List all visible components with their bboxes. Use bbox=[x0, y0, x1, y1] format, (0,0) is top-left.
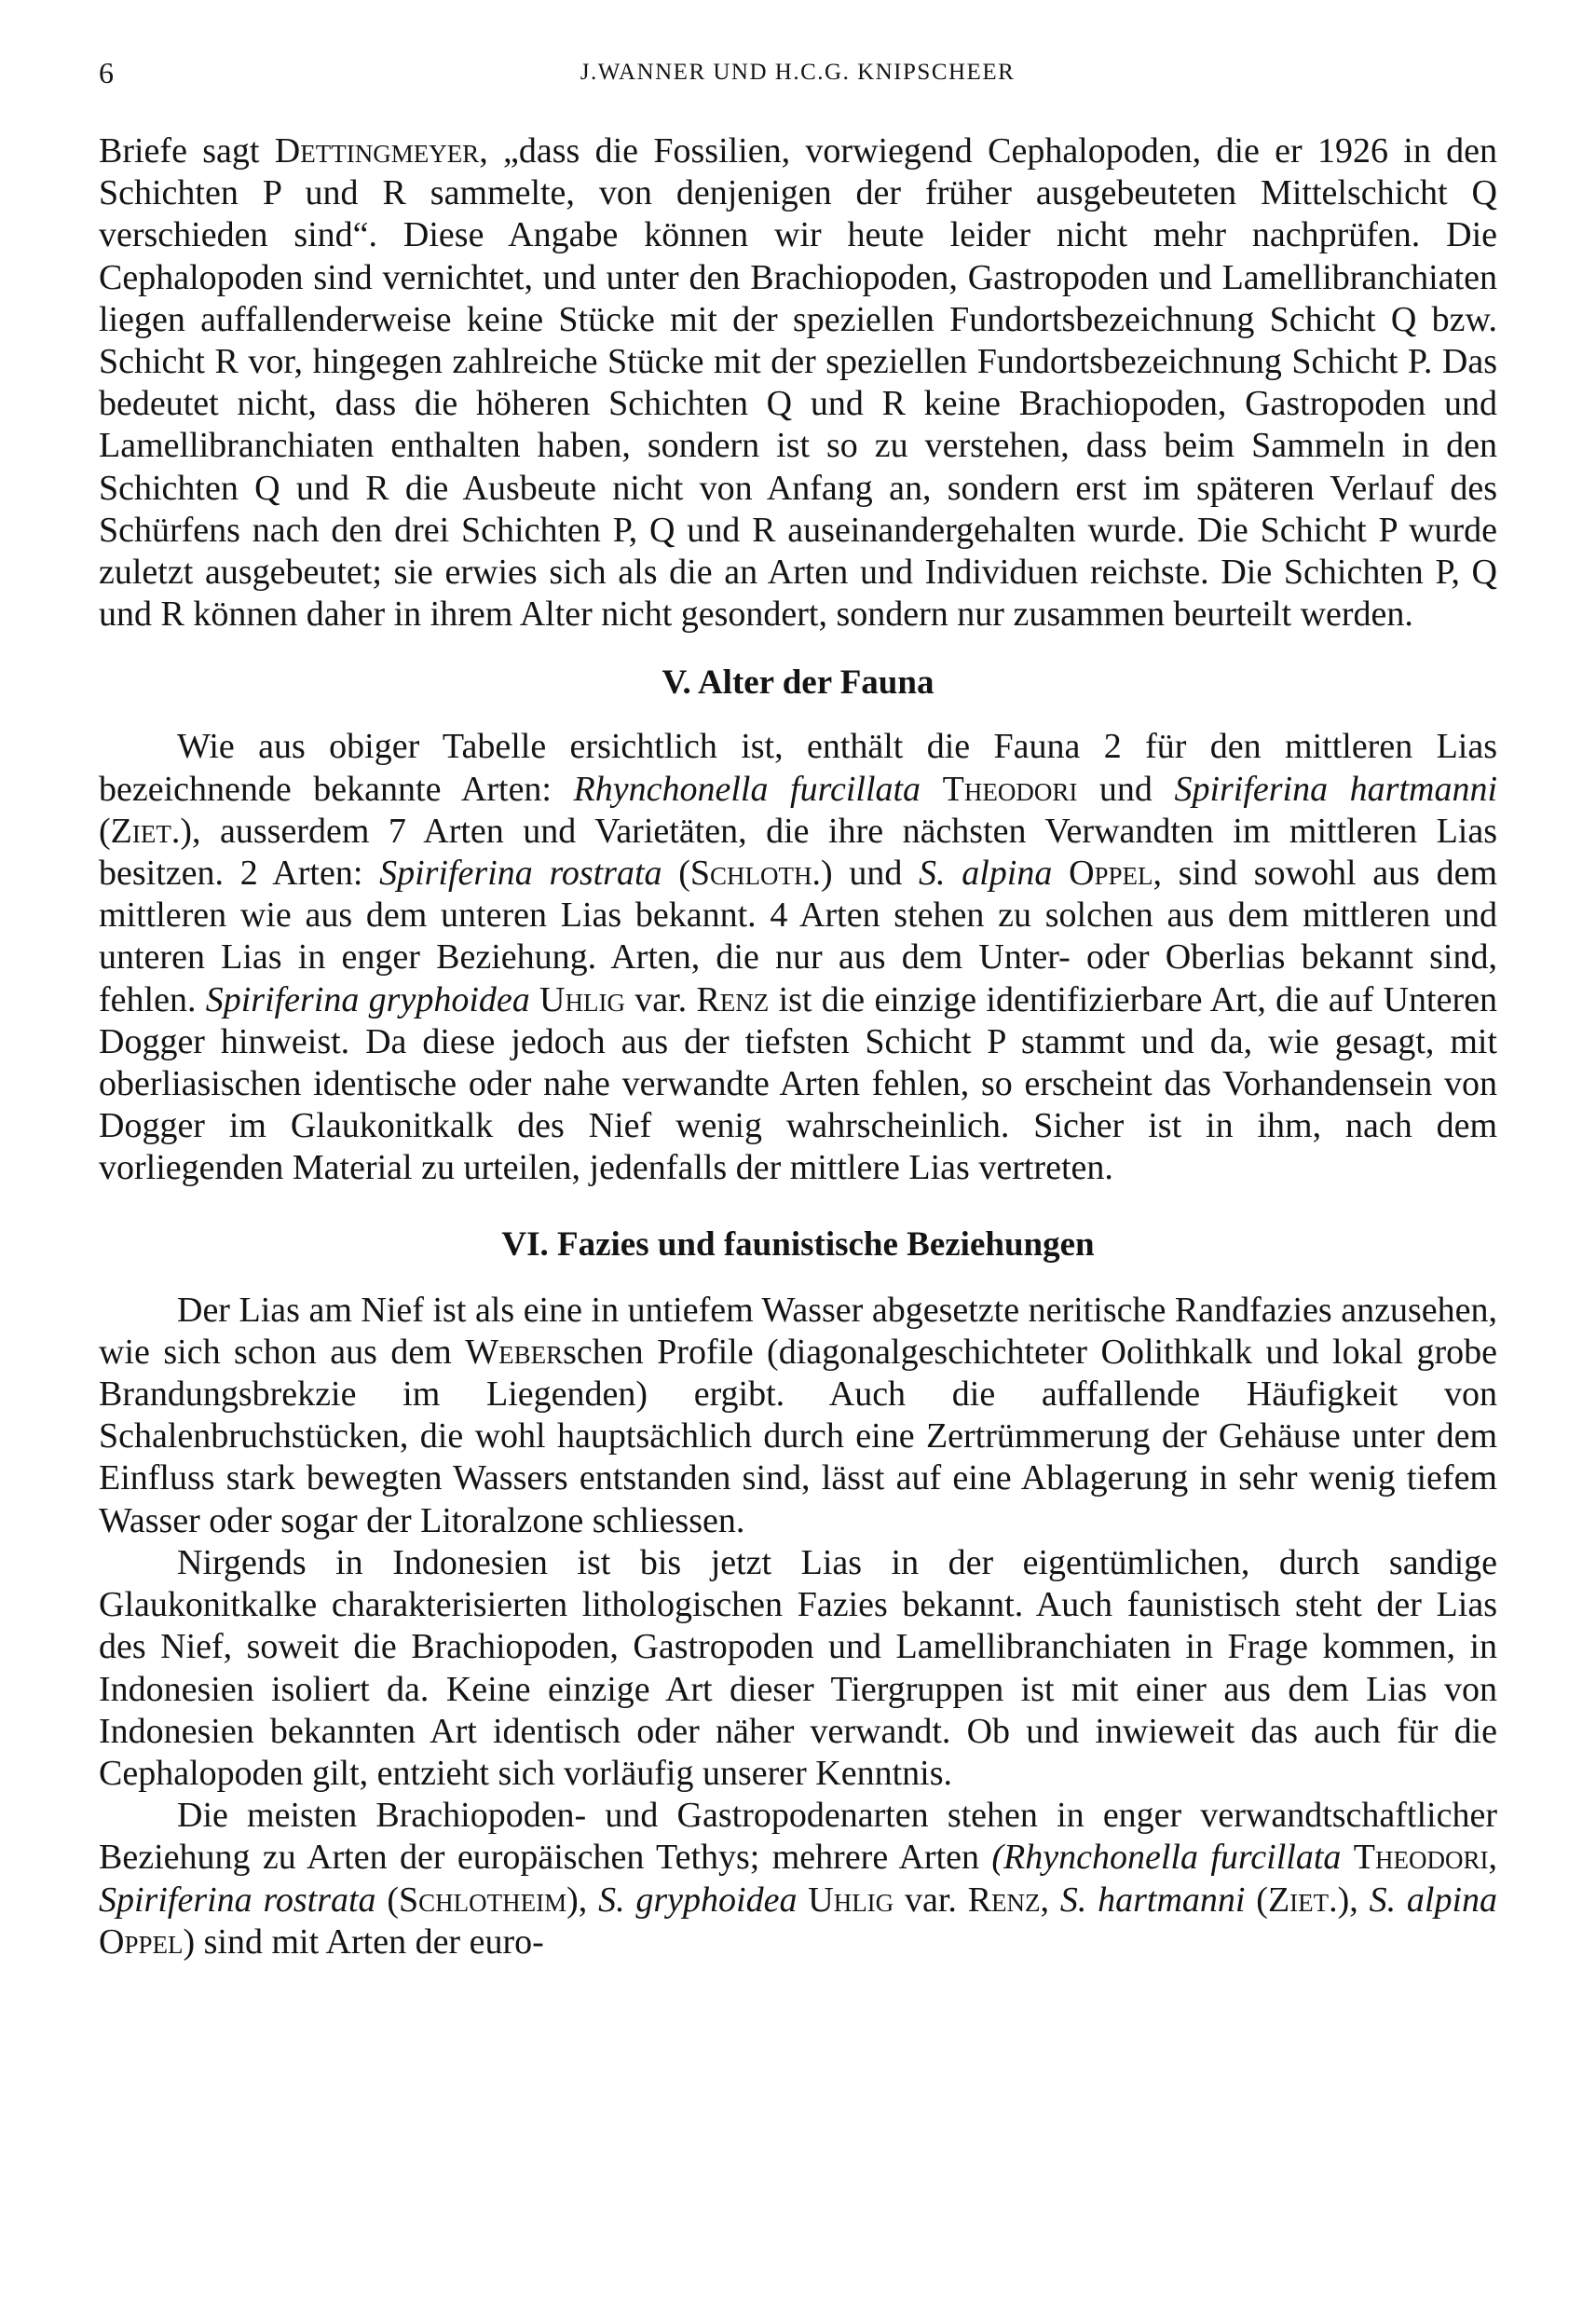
text-run: ( bbox=[1245, 1880, 1268, 1920]
author-name: Renz bbox=[967, 1880, 1041, 1920]
species-name: S. alpina bbox=[1369, 1880, 1498, 1920]
species-name: S. hartmanni bbox=[1059, 1880, 1246, 1920]
text-run: , bbox=[1040, 1880, 1060, 1920]
text-run: ( bbox=[662, 854, 690, 894]
text-run bbox=[1052, 854, 1069, 893]
text-run: ist die einzige identifizierbare Art, die auf Unteren Dogger hinweist. Da diese jedoch aus der tiefsten Schicht P stammt und da, wie gesagt, mit oberliasischen identische oder nahe verwandte Arten fehlen, so erscheint das Vorhandensein von Dogger im Glaukonitkalk des Nief wenig wahrscheinlich. Sicher ist in ihm, nach dem vorliegenden Material zu urteilen, jedenfalls der mittlere Lias vertreten. bbox=[99, 979, 1497, 1188]
section-vi-paragraph-3 bbox=[99, 1795, 1497, 1963]
text-column bbox=[99, 130, 1497, 1963]
section-vi-paragraph-1 bbox=[99, 1290, 1497, 1542]
text-run: ), bbox=[1337, 1880, 1370, 1920]
section-heading-v: V. Alter der Fauna bbox=[662, 663, 934, 703]
text-run bbox=[1341, 1838, 1353, 1877]
species-name: S. alpina bbox=[919, 854, 1053, 894]
author-name: Theodori bbox=[1353, 1838, 1489, 1878]
text-run: Der Lias am Nief ist als eine in untiefem Wasser abgesetzte neritische Randfazies anzusehen, wie sich schon aus dem bbox=[99, 1290, 1497, 1372]
species-name: Spiriferina rostrata bbox=[99, 1880, 376, 1920]
text-run: schen Profile (diagonalgeschichteter Oolithkalk und lokal grobe Brandungsbrekzie im Liegenden) ergibt. Auch die auffallende Häufigkeit von Schalenbruchstücken, die wohl hauptsächlich durch eine Zertrümmerung der Gehäuse unter dem Einfluss stark bewegten Wassers entstanden sind, lässt auf eine Ablagerung in sehr wenig tiefem Wasser oder sogar der Litoralzone schliessen. bbox=[99, 1332, 1498, 1540]
text-run: ( bbox=[99, 811, 111, 851]
author-name: Ziet. bbox=[110, 811, 181, 851]
text-run bbox=[921, 770, 943, 809]
author-name: Theodori bbox=[942, 769, 1078, 809]
section-heading-vi: VI. Fazies und faunistische Beziehungen bbox=[501, 1224, 1095, 1264]
text-run: Wie aus obiger Tabelle ersichtlich ist, enthält die Fauna 2 für den mittleren Lias bezeichnende bekannte Arten: bbox=[99, 727, 1497, 809]
text-run bbox=[530, 980, 539, 1019]
text-run: , sind sowohl aus dem mittleren wie aus dem unteren Lias bekannt. 4 Arten stehen zu solchen aus dem mittleren und unteren Lias in enger Beziehung. Arten, die nur aus dem Unter- oder Oberlias bekannt sind, fehlen. bbox=[99, 854, 1498, 1019]
text-run: , „dass die Fossilien, vorwiegend Cephalopoden, die er 1926 in den Schichten P und R sammelte, von denjenigen der früher ausgebeuteten Mittelschicht Q verschieden sind“. Diese Angabe können wir heute leider nicht mehr nachprüfen. Die Cephalopoden sind vernichtet, und unter den Brachiopoden, Gastropoden und Lamellibranchiaten liegen auffallenderweise keine Stücke mit der speziellen Fundortsbezeichnung Schicht Q bzw. Schicht R vor, hingegen zahlreiche Stücke mit der speziellen Fundortsbezeichnung Schicht P. Das bedeutet nicht, dass die höheren Schichten Q und R keine Brachiopoden, Gastropoden und Lamellibranchiaten enthalten haben, sondern ist so zu verstehen, dass beim Sammeln in den Schichten Q und R die Ausbeute nicht von Anfang an, sondern erst im späteren Verlauf des Schürfens nach den drei Schichten P, Q und R auseinandergehalten wurde. Die Schicht P wurde zuletzt ausgebeutet; sie erwies sich als die an Arten und Individuen reichste. Die Schichten P, Q und R können daher in ihrem Alter nicht gesondert, sondern nur zusammen beurteilt werden. bbox=[99, 131, 1498, 635]
intro-paragraph bbox=[99, 130, 1497, 636]
text-run: ( bbox=[375, 1880, 399, 1920]
author-name: Schloth. bbox=[689, 854, 821, 894]
species-name: S. gryphoidea bbox=[598, 1880, 798, 1920]
author-name: Renz bbox=[696, 979, 770, 1019]
text-run: var. bbox=[893, 1880, 968, 1920]
species-name: Spiriferina rostrata bbox=[379, 854, 662, 894]
author-name: Oppel bbox=[1069, 854, 1153, 894]
species-name: Rhynchonella furcillata bbox=[573, 769, 921, 809]
text-run: ), ausserdem 7 Arten und Varietäten, die ihre nächsten Verwandten im mittleren Lias besitzen. 2 Arten: bbox=[99, 811, 1497, 894]
section-v-paragraph bbox=[99, 726, 1497, 1189]
text-run: , bbox=[1488, 1838, 1497, 1878]
author-name: Oppel bbox=[99, 1921, 184, 1962]
running-head bbox=[99, 54, 1496, 91]
species-name: Spiriferina gryphoidea bbox=[205, 979, 530, 1019]
author-name: Schlotheim bbox=[399, 1880, 567, 1920]
text-run: ) und bbox=[821, 854, 920, 894]
section-vi-paragraph-2: Nirgends in Indonesien ist bis jetzt Lias in der eigentümlichen, durch sandige Glaukonitkalke charakterisierten lithologischen Fazies bekannt. Auch faunistisch steht der Lias des Nief, soweit die Brachiopoden, Gastropoden und Lamellibranchiaten in Frage kommen, in Indonesien isoliert da. Keine einzige Art dieser Tiergruppen ist mit einer aus dem Lias von Indonesien bekannten Art identisch oder näher verwandt. Ob und inwieweit das auch für die Cephalopoden gilt, entzieht sich vorläufig unserer Kenntnis. bbox=[99, 1542, 1497, 1793]
text-run: Die meisten Brachiopoden- und Gastropodenarten stehen in enger verwandtschaftlicher Beziehung zu Arten der europäischen Tethys; mehrere Arten bbox=[99, 1796, 1497, 1878]
author-name: Dettingmeyer bbox=[274, 131, 480, 171]
text-run: und bbox=[1077, 769, 1175, 809]
text-run: ) sind mit Arten der euro- bbox=[183, 1921, 544, 1962]
author-name: Uhlig bbox=[808, 1880, 894, 1920]
text-run bbox=[797, 1880, 808, 1920]
text-run: var. bbox=[624, 979, 697, 1019]
species-name: Spiriferina hartmanni bbox=[1174, 769, 1498, 809]
author-name: Uhlig bbox=[539, 979, 625, 1019]
text-run: ), bbox=[566, 1880, 599, 1920]
page-number: 6 bbox=[99, 56, 114, 89]
species-name: (Rhynchonella furcillata bbox=[991, 1838, 1342, 1878]
text-run: Briefe sagt bbox=[99, 131, 275, 171]
author-name: Ziet. bbox=[1267, 1880, 1338, 1920]
running-title: J.WANNER UND H.C.G. KNIPSCHEER bbox=[580, 60, 1016, 85]
author-name: Weber bbox=[465, 1332, 564, 1372]
